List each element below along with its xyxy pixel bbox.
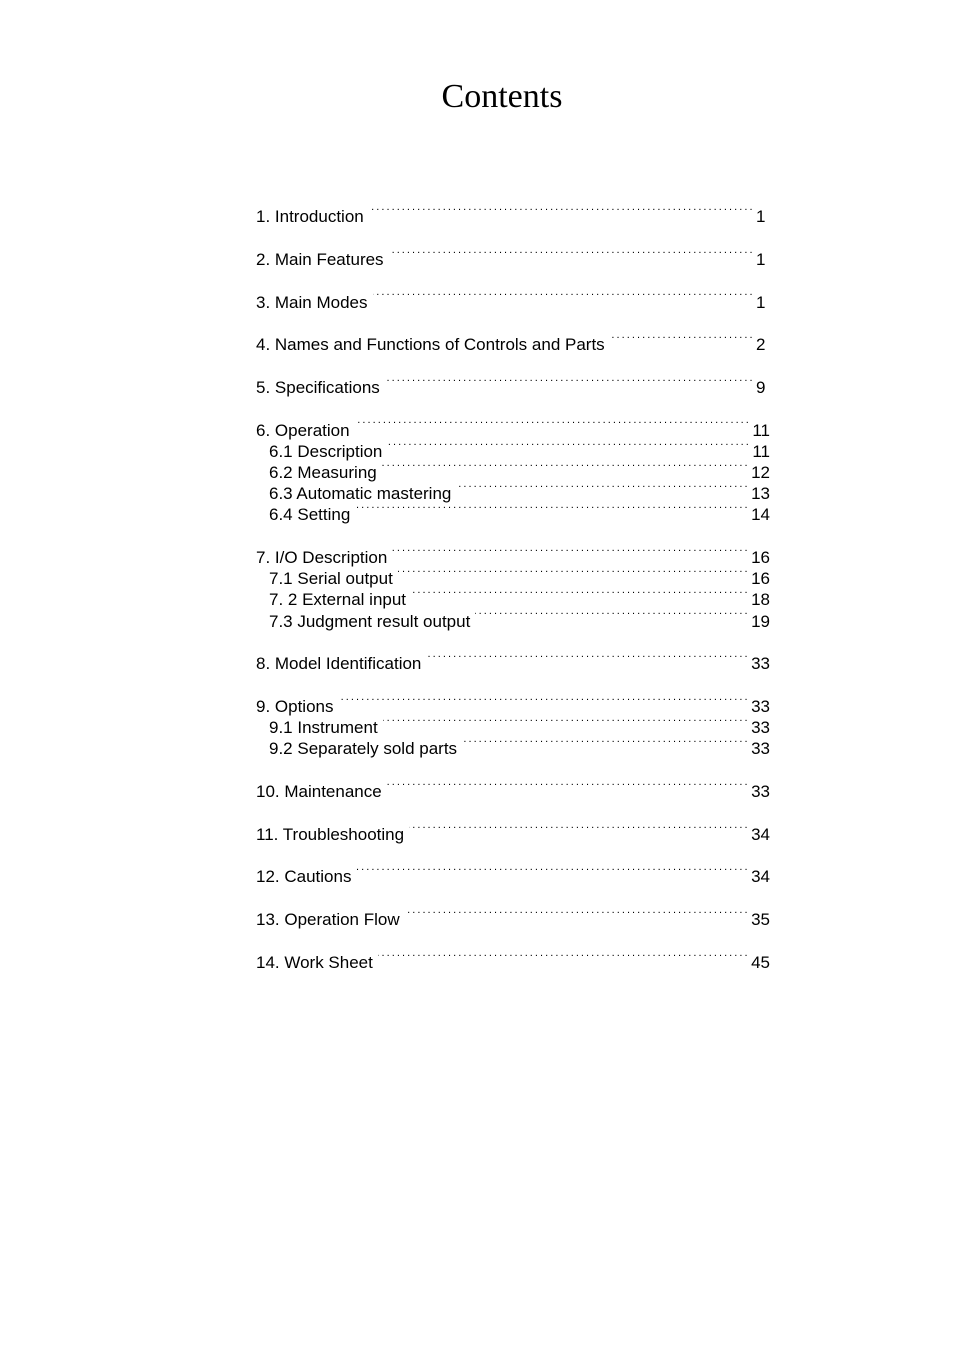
- dot-leader: [610, 329, 752, 350]
- toc-page-number: 35: [751, 910, 770, 930]
- toc-entry-label: 6.4 Setting: [269, 505, 351, 525]
- toc-group: [256, 904, 770, 930]
- dot-leader: [462, 733, 747, 754]
- toc-entry-label: 9.2 Separately sold parts: [269, 739, 458, 759]
- toc-entry[interactable]: [256, 819, 770, 844]
- toc-entry[interactable]: [256, 201, 770, 227]
- toc-page-number: 34: [751, 867, 770, 887]
- toc-group: [256, 414, 770, 525]
- toc-entry[interactable]: [256, 244, 770, 269]
- toc-group: [256, 947, 770, 972]
- toc-page-number: 2: [756, 335, 766, 355]
- dot-leader: [398, 563, 747, 584]
- toc-group: [256, 648, 770, 674]
- toc-page-number: 1: [756, 292, 766, 312]
- toc-entry[interactable]: [256, 861, 770, 887]
- toc-page-number: 16: [751, 548, 770, 568]
- dot-leader: [385, 372, 752, 393]
- toc-page-number: 13: [751, 484, 770, 504]
- toc-entry-label: 2. Main Features: [256, 249, 384, 269]
- toc-entry[interactable]: [256, 904, 770, 930]
- dot-leader: [378, 947, 747, 968]
- toc-entry-label: 8. Model Identification: [256, 654, 422, 674]
- toc-page-number: 11: [752, 441, 770, 461]
- toc-page-number: 34: [751, 824, 770, 844]
- toc-entry-label: 9. Options: [256, 697, 334, 716]
- dot-leader: [426, 648, 747, 669]
- toc-group: [256, 244, 770, 269]
- toc-entry-label: 6.3 Automatic mastering: [269, 484, 452, 504]
- toc-page-number: 45: [751, 952, 770, 972]
- page-title: Contents: [441, 78, 563, 115]
- dot-leader: [355, 414, 749, 435]
- toc-group: [256, 819, 770, 844]
- toc-entry-label: 14. Work Sheet: [256, 952, 373, 972]
- dot-leader: [339, 691, 748, 712]
- toc-entry-label: 3. Main Modes: [256, 292, 368, 312]
- toc-entry[interactable]: [256, 776, 770, 802]
- dot-leader: [475, 605, 747, 626]
- dot-leader: [411, 584, 747, 605]
- toc-page-number: 11: [752, 420, 770, 440]
- toc-entry-label: 6. Operation: [256, 420, 350, 440]
- table-of-contents: [256, 201, 770, 989]
- toc-group: [256, 691, 770, 759]
- toc-page-number: 33: [751, 654, 770, 674]
- toc-page-number: 33: [751, 697, 770, 716]
- toc-entry-label: 13. Operation Flow: [256, 910, 400, 930]
- toc-entry-label: 9.1 Instrument: [269, 718, 378, 738]
- toc-entry-label: 7.3 Judgment result output: [269, 611, 471, 631]
- dot-leader: [392, 542, 747, 563]
- toc-group: [256, 329, 770, 355]
- dot-leader: [456, 478, 747, 499]
- dot-leader: [369, 201, 752, 222]
- dot-leader: [356, 861, 747, 882]
- toc-entry-label: 1. Introduction: [256, 207, 364, 227]
- dot-leader: [387, 436, 748, 457]
- toc-group: [256, 201, 770, 227]
- toc-page-number: 33: [751, 739, 770, 759]
- toc-entry-label: 4. Names and Functions of Controls and Parts: [256, 335, 605, 355]
- toc-group: [256, 861, 770, 887]
- dot-leader: [409, 819, 747, 840]
- toc-entry[interactable]: [256, 372, 770, 397]
- toc-entry[interactable]: [256, 947, 770, 972]
- toc-entry[interactable]: [256, 329, 770, 355]
- toc-entry-label: 10. Maintenance: [256, 782, 382, 802]
- dot-leader: [387, 776, 747, 797]
- dot-leader: [383, 712, 747, 733]
- dot-leader: [373, 286, 753, 307]
- toc-page-number: 18: [751, 590, 770, 610]
- toc-page-number: 16: [751, 569, 770, 589]
- toc-entry-label: 11. Troubleshooting: [256, 824, 405, 844]
- toc-entry-label: 12. Cautions: [256, 867, 352, 887]
- toc-page-number: 14: [751, 505, 770, 525]
- toc-page-number: 1: [756, 249, 766, 269]
- toc-entry-label: 7.1 Serial output: [269, 569, 393, 589]
- toc-page-number: 1: [756, 207, 766, 227]
- dot-leader: [405, 904, 747, 925]
- dot-leader: [355, 499, 747, 520]
- toc-page-number: 19: [751, 611, 770, 631]
- toc-page-number: 9: [756, 377, 766, 397]
- toc-page-number: 33: [751, 718, 770, 738]
- toc-group: [256, 372, 770, 397]
- toc-page-number: 12: [751, 463, 770, 482]
- dot-leader: [382, 457, 747, 478]
- toc-entry[interactable]: [256, 286, 770, 312]
- toc-entry-label: 5. Specifications: [256, 377, 380, 397]
- toc-entry-label: 7. 2 External input: [269, 590, 407, 610]
- toc-group: [256, 776, 770, 802]
- toc-entry[interactable]: [256, 414, 770, 440]
- toc-entry[interactable]: [256, 542, 770, 568]
- toc-entry-label: 6.2 Measuring: [269, 463, 377, 482]
- dot-leader: [389, 244, 752, 265]
- toc-entry[interactable]: [256, 691, 770, 716]
- toc-group: [256, 286, 770, 312]
- toc-entry[interactable]: [256, 648, 770, 674]
- toc-group: [256, 542, 770, 631]
- toc-entry-label: 7. I/O Description: [256, 548, 388, 568]
- toc-entry-label: 6.1 Description: [269, 441, 383, 461]
- toc-page-number: 33: [751, 782, 770, 802]
